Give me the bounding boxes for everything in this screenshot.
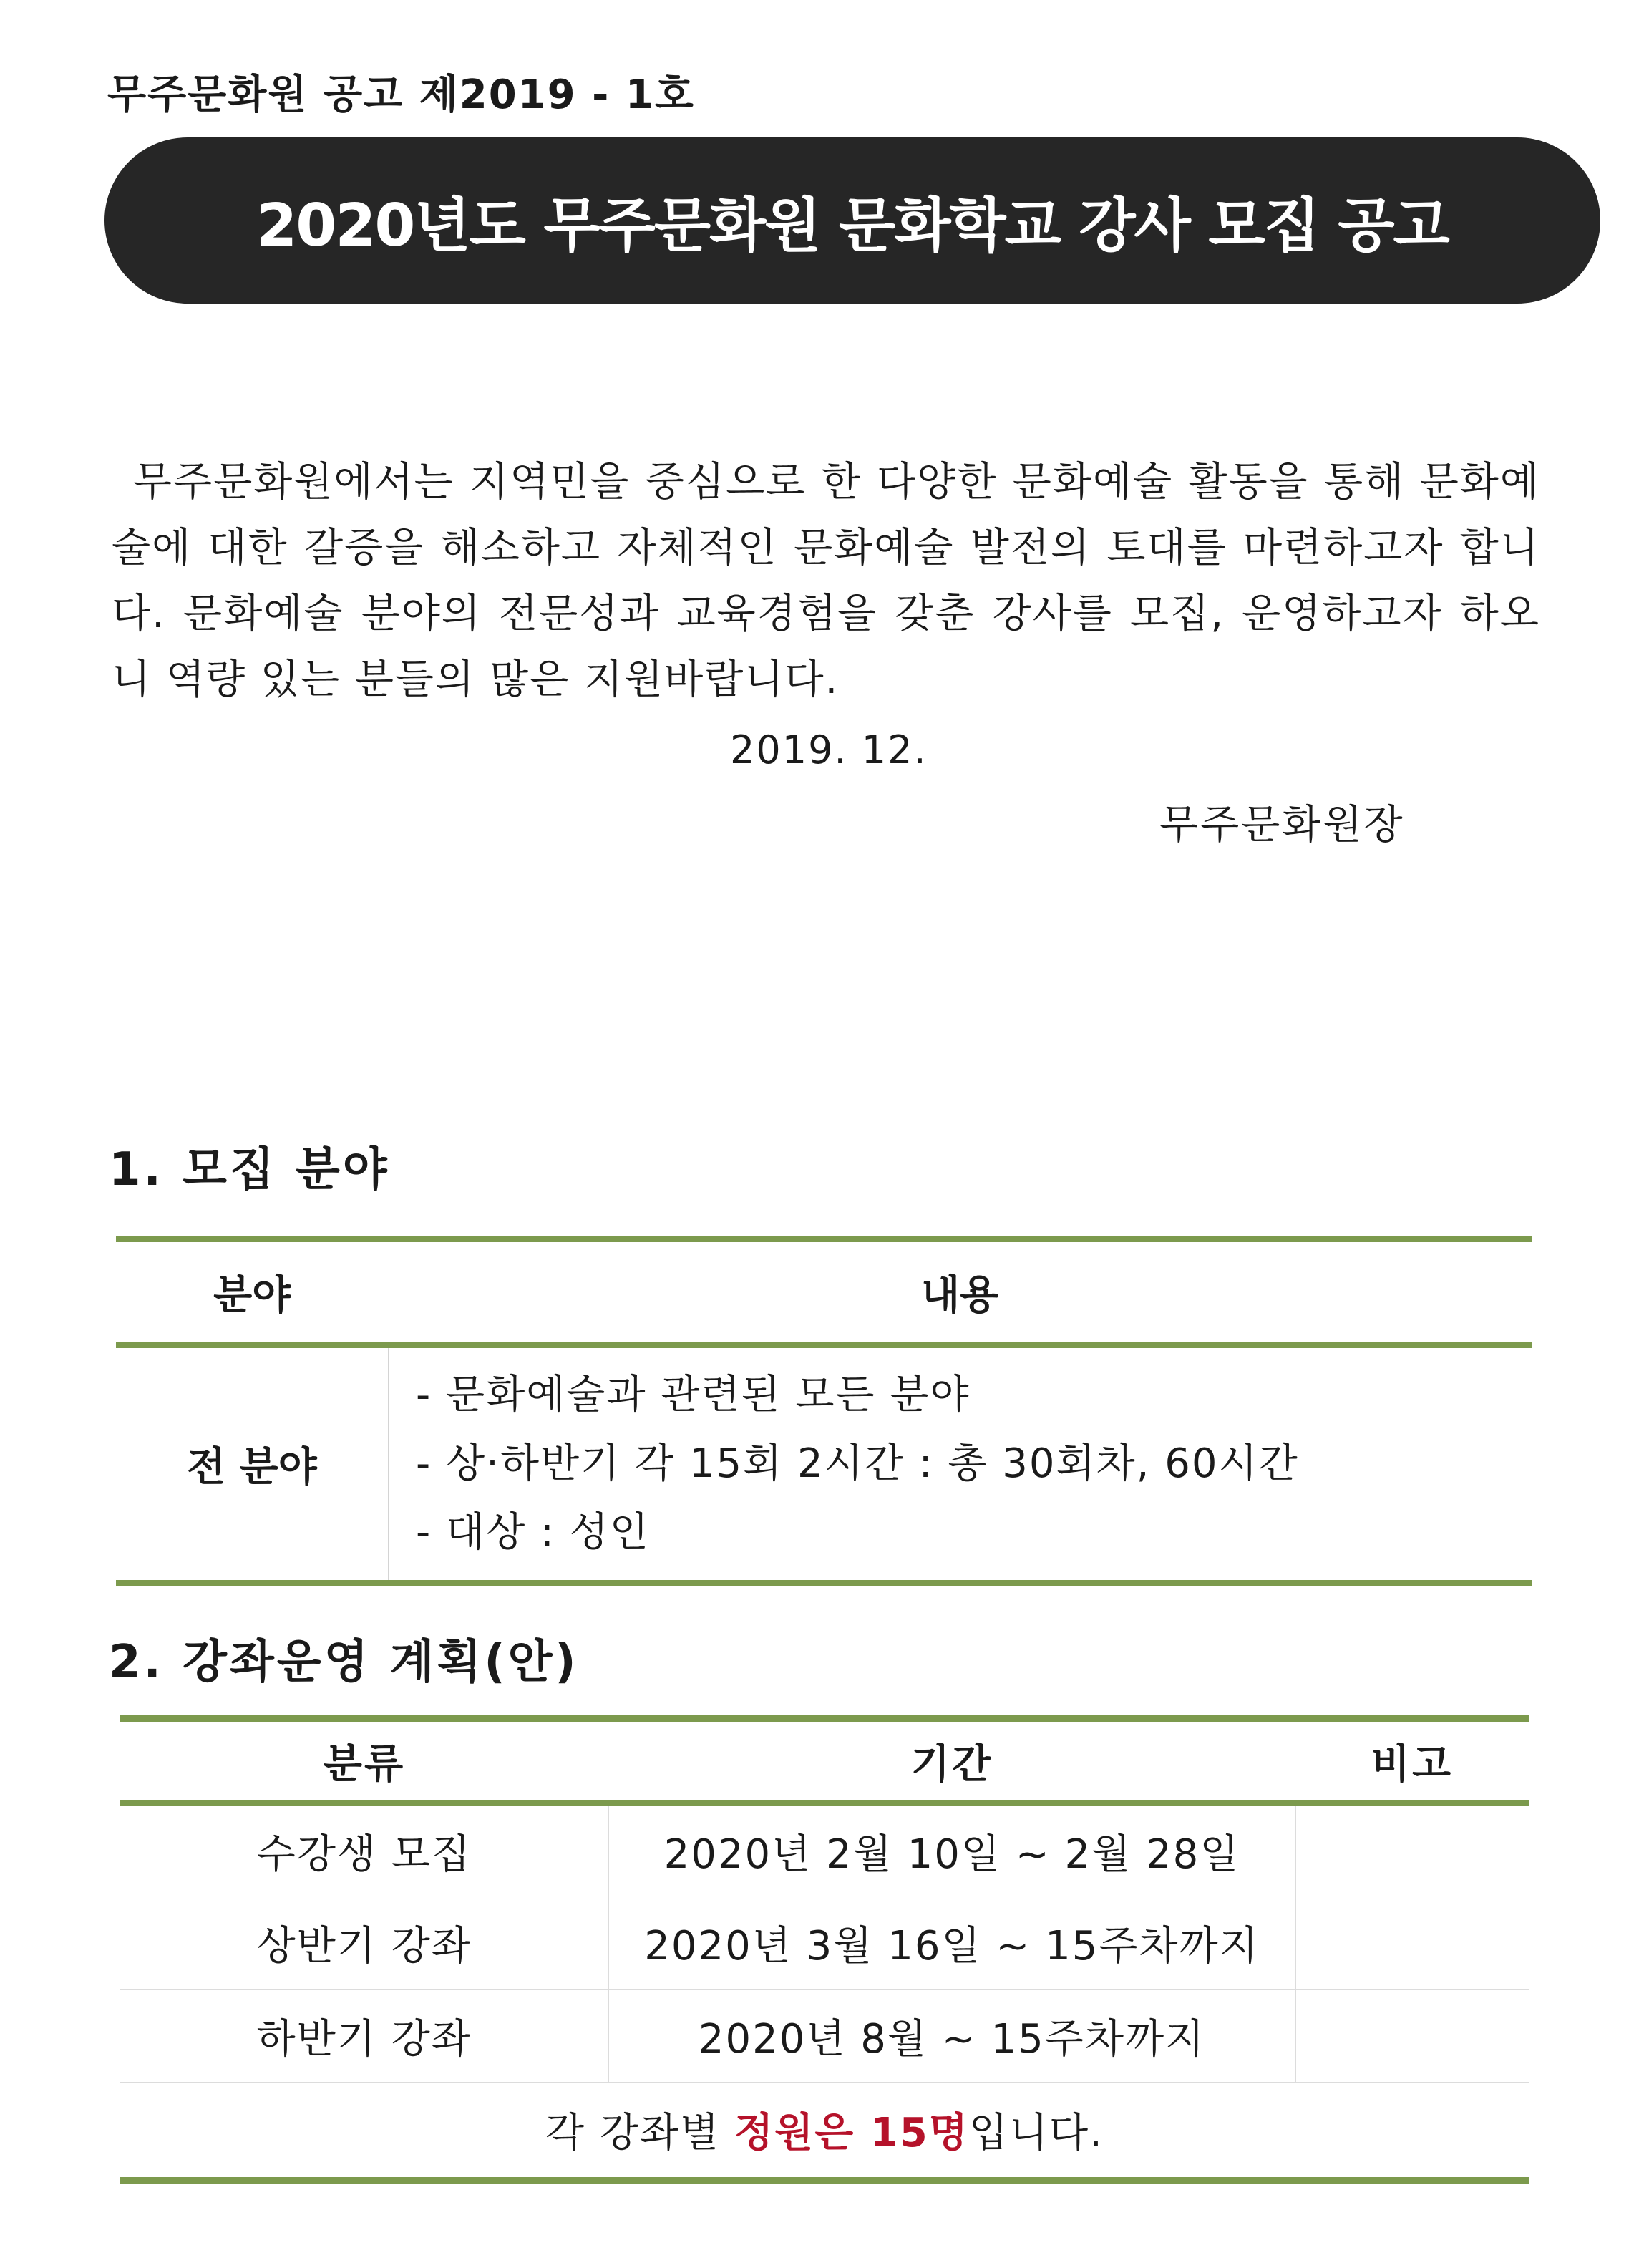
header-category: 분류 (323, 1740, 406, 1788)
header-content: 내용 (921, 1271, 999, 1319)
row-category: 하반기 강좌 (120, 1990, 608, 2083)
row-period: 2020년 2월 10일 ~ 2월 28일 (608, 1803, 1295, 1896)
header-field: 분야 (213, 1271, 291, 1319)
table-row (120, 1990, 1529, 2083)
row-period: 2020년 3월 16일 ~ 15주차까지 (608, 1896, 1295, 1990)
header-period: 기간 (910, 1740, 993, 1788)
capacity-highlight: 정원은 15명 (734, 2110, 969, 2156)
section-title-course-plan: 2. 강좌운영 계획(안) (109, 1636, 579, 1689)
table-row (120, 1803, 1529, 1896)
capacity-note (120, 2083, 1529, 2181)
table-header-row (120, 1719, 1529, 1803)
detail-line: - 대상 : 성인 (416, 1509, 650, 1556)
table-row (116, 1345, 1532, 1584)
header-note: 비고 (1371, 1740, 1454, 1788)
row-period: 2020년 8월 ~ 15주차까지 (608, 1990, 1295, 2083)
detail-line: - 상·하반기 각 15회 2시간 : 총 30회차, 60시간 (416, 1440, 1299, 1487)
capacity-note-pre: 각 강좌별 (545, 2110, 735, 2156)
table-header-row (116, 1239, 1532, 1345)
field-details (389, 1345, 1532, 1584)
section-title-recruit-field: 1. 모집 분야 (109, 1143, 390, 1196)
signer: 무주문화원장 (1159, 802, 1405, 848)
row-category: 수강생 모집 (120, 1803, 608, 1896)
table-row (120, 1896, 1529, 1990)
row-category: 상반기 강좌 (120, 1896, 608, 1990)
intro-paragraph: 무주문화원에서는 지역민을 중심으로 한 다양한 문화예술 활동을 통해 문화예술에 대한 갈증을 해소하고 자체적인 문화예술 발전의 토대를 마련하고자 합니다. 문화예술 분야의 전문성과 교육경험을 갖춘 강사를 모집, 운영하고자 하오니 역량 있는 분들의 많은 지원바랍니다. (112, 459, 1540, 703)
title-banner (104, 137, 1600, 304)
course-plan-table (120, 1715, 1529, 2184)
page-title: 2020년도 무주문화원 문화학교 강사 모집 공고 (256, 191, 1449, 260)
capacity-note-row (120, 2083, 1529, 2181)
notice-number: 무주문화원 공고 제2019 - 1호 (107, 72, 695, 118)
recruit-field-table (116, 1236, 1532, 1586)
field-name: 전 분야 (116, 1345, 389, 1584)
row-note (1295, 1896, 1529, 1990)
notice-date: 2019. 12. (730, 727, 928, 772)
capacity-note-post: 입니다. (968, 2110, 1104, 2156)
row-note (1295, 1803, 1529, 1896)
row-note (1295, 1990, 1529, 2083)
detail-line: - 문화예술과 관련된 모든 분야 (416, 1372, 971, 1418)
